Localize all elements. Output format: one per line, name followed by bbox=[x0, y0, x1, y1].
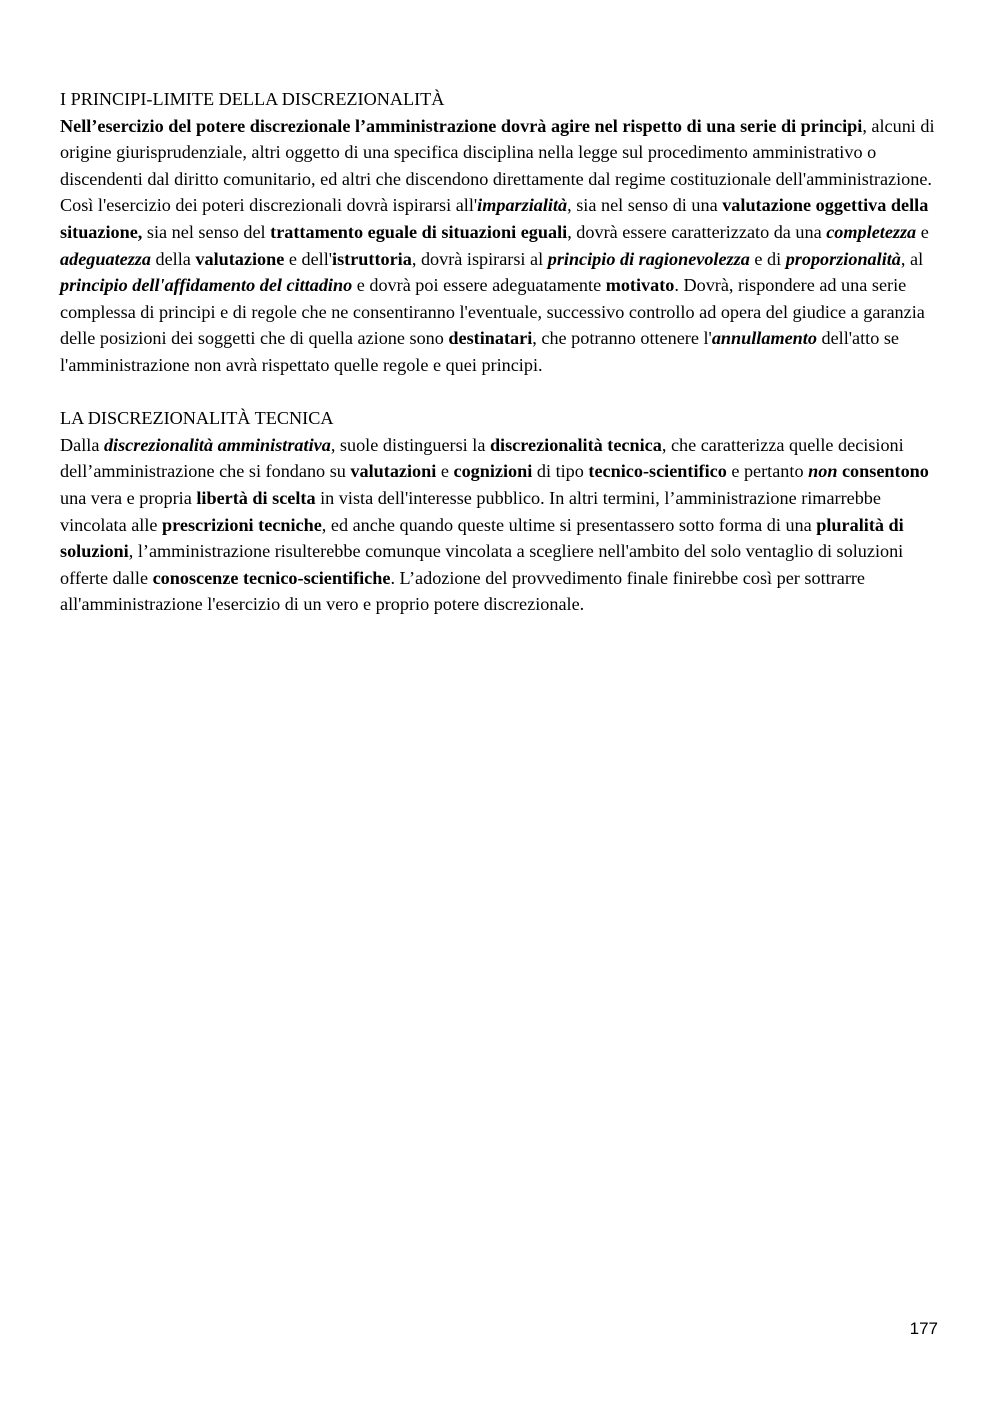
text-run: e pertanto bbox=[726, 461, 809, 482]
text-run: , ed anche quando queste ultime si presentassero sotto forma di una bbox=[321, 514, 817, 535]
emphasis-run: motivato bbox=[605, 275, 675, 296]
text-run: una vera e propria bbox=[60, 487, 197, 508]
emphasis-run: istruttoria bbox=[332, 248, 412, 269]
emphasis-run: valutazione oggettiva della situazione, bbox=[60, 195, 929, 242]
emphasis-run: cognizioni bbox=[453, 461, 533, 482]
section-discrezionalita-tecnica bbox=[60, 405, 942, 618]
emphasis-run: destinatari bbox=[448, 328, 533, 349]
emphasis-run: consentono bbox=[841, 461, 929, 482]
emphasis-run: completezza bbox=[826, 221, 917, 242]
emphasis-run: discrezionalità amministrativa bbox=[103, 434, 331, 455]
text-run: , sia nel senso di una bbox=[567, 195, 723, 216]
section-heading: LA DISCREZIONALITÀ TECNICA bbox=[60, 408, 334, 429]
text-run: , dovrà ispirarsi al bbox=[411, 248, 548, 269]
emphasis-run: pluralità di soluzioni bbox=[60, 514, 904, 562]
document-page bbox=[60, 86, 942, 618]
text-run: e bbox=[916, 221, 929, 242]
emphasis-run: conoscenze tecnico-scientifiche bbox=[152, 567, 391, 588]
emphasis-run: Nell’esercizio del potere discrezionale l’amministrazione dovrà agire nel rispetto di una serie di principi bbox=[60, 115, 863, 136]
emphasis-run: annullamento bbox=[711, 328, 817, 349]
text-run: . Dovrà, rispondere ad una serie complessa di principi e di regole che ne consentiranno l'eventuale, successivo controllo ad opera del giudice a garanzia delle posizioni dei soggetti che di quella azione sono bbox=[60, 275, 925, 349]
section-heading: I PRINCIPI-LIMITE DELLA DISCREZIONALITÀ bbox=[60, 89, 445, 109]
text-run: Dalla bbox=[60, 434, 104, 455]
section-principi-limite bbox=[60, 86, 942, 379]
emphasis-run: trattamento eguale di situazioni eguali bbox=[270, 221, 568, 242]
text-run: , al bbox=[900, 248, 924, 269]
text-run: , alcuni di origine giurisprudenziale, altri oggetto di una specifica disciplina nella legge sul procedimento amministrativo o discendenti dal diritto comunitario, ed altri che discendono direttamente dal regime costituzionale dell'amministrazione. Così l'esercizio dei poteri discrezionali dovrà ispirarsi all' bbox=[60, 115, 935, 216]
text-run: e bbox=[436, 461, 454, 482]
emphasis-run: principio dell'affidamento del cittadino bbox=[60, 275, 353, 296]
emphasis-run: adeguatezza bbox=[60, 248, 151, 269]
text-run: in vista dell'interesse pubblico. In altri termini, l’amministrazione rimarrebbe vincolata alle bbox=[60, 487, 881, 535]
emphasis-run: valutazioni bbox=[350, 461, 437, 482]
text-run: e dell' bbox=[284, 248, 333, 269]
text-run: , l’amministrazione risulterebbe comunque vincolata a scegliere nell'ambito del solo ventaglio di soluzioni offerte dalle bbox=[60, 541, 904, 588]
text-run: , suole distinguersi la bbox=[330, 434, 490, 455]
text-run: della bbox=[150, 248, 196, 269]
text-run: , dovrà essere caratterizzato da una bbox=[567, 221, 827, 242]
text-run: dell'atto se l'amministrazione non avrà rispettato quelle regole e quei principi. bbox=[60, 328, 900, 375]
text-run: e dovrà poi essere adeguatamente bbox=[352, 275, 606, 296]
text-run: di tipo bbox=[532, 461, 589, 482]
emphasis-run: prescrizioni tecniche bbox=[162, 514, 322, 535]
text-run: , che caratterizza quelle decisioni dell’amministrazione che si fondano su bbox=[60, 434, 904, 482]
emphasis-run: principio di ragionevolezza bbox=[547, 248, 750, 269]
section-paragraph bbox=[60, 113, 942, 379]
emphasis-run: imparzialità bbox=[477, 195, 568, 216]
text-run: , che potranno ottenere l' bbox=[532, 328, 712, 349]
text-run: sia nel senso del bbox=[142, 221, 271, 242]
text-run: e di bbox=[749, 248, 786, 269]
emphasis-run: valutazione bbox=[195, 248, 285, 269]
page-number: 177 bbox=[909, 1319, 938, 1338]
section-paragraph bbox=[60, 432, 942, 618]
emphasis-run: discrezionalità tecnica bbox=[489, 434, 662, 455]
emphasis-run: non bbox=[808, 461, 838, 482]
emphasis-run: proporzionalità bbox=[785, 248, 901, 269]
emphasis-run: libertà di scelta bbox=[196, 487, 316, 508]
emphasis-run: tecnico-scientifico bbox=[588, 461, 727, 482]
text-run: . L’adozione del provvedimento finale finirebbe così per sottrarre all'amministrazione l'esercizio di un vero e proprio potere discrezionale. bbox=[60, 567, 866, 615]
